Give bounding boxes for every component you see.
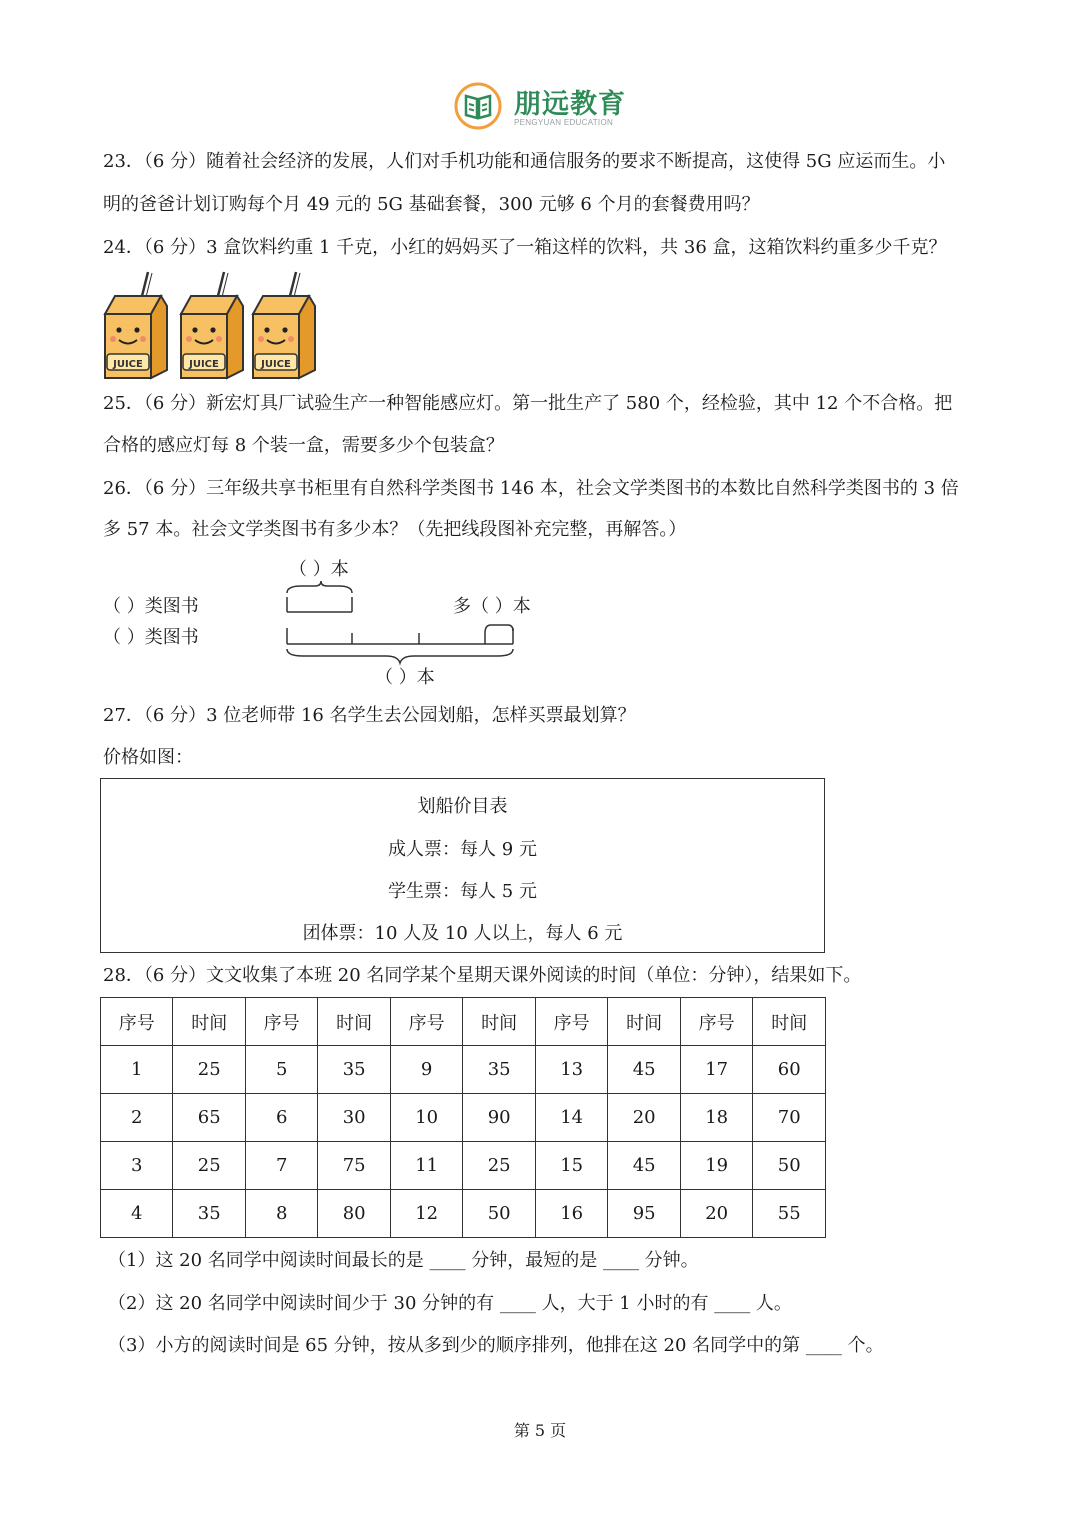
juice-boxes-illustration	[103, 270, 253, 382]
header-cell: 时间	[463, 998, 536, 1046]
table-cell: 35	[318, 1046, 391, 1094]
juice-box-icon	[251, 270, 327, 382]
table-cell: 7	[245, 1142, 317, 1190]
table-cell: 2	[101, 1094, 173, 1142]
line-segment-diagram	[103, 555, 553, 690]
segment-more-label: 多（ ）本	[453, 596, 531, 617]
table-row	[101, 1094, 826, 1142]
page-number: 第 5 页	[513, 1421, 567, 1440]
table-cell: 45	[608, 1046, 681, 1094]
table-cell: 15	[535, 1142, 608, 1190]
logo-name-cn: 朋远教育	[514, 89, 626, 120]
segment-lines	[103, 555, 553, 690]
q27-text-line1: 27．（6 分）3 位老师带 16 名学生去公园划船，怎样买票最划算？	[103, 705, 636, 726]
segment-bottom-label: （ ）本	[375, 667, 435, 688]
table-cell: 60	[753, 1046, 826, 1094]
table-cell: 35	[463, 1046, 536, 1094]
table-cell: 10	[390, 1094, 463, 1142]
q28-sub3: （3）小方的阅读时间是 65 分钟，按从多到少的顺序排列，他排在这 20 名同学中的第 ____ 个。	[108, 1335, 884, 1356]
table-cell: 90	[463, 1094, 536, 1142]
table-cell: 3	[101, 1142, 173, 1190]
logo-name-en: PENGYUAN EDUCATION	[514, 118, 614, 127]
header-cell: 序号	[245, 998, 317, 1046]
table-cell: 18	[680, 1094, 753, 1142]
table-cell: 35	[173, 1190, 246, 1238]
header-cell: 时间	[173, 998, 246, 1046]
table-cell: 20	[608, 1094, 681, 1142]
table-cell: 11	[390, 1142, 463, 1190]
juice-label-2: JUICE	[189, 359, 219, 370]
header-cell: 序号	[101, 998, 173, 1046]
table-cell: 20	[680, 1190, 753, 1238]
table-cell: 12	[390, 1190, 463, 1238]
table-cell: 6	[245, 1094, 317, 1142]
table-cell: 45	[608, 1142, 681, 1190]
q23-text-line1: 23．（6 分）随着社会经济的发展，人们对手机功能和通信服务的要求不断提高，这使得 5G 应运而生。小	[103, 151, 946, 172]
q25-text-line1: 25．（6 分）新宏灯具厂试验生产一种智能感应灯。第一批生产了 580 个，经检验，其中 12 个不合格。把	[103, 393, 953, 414]
price-row-adult: 成人票：每人 9 元	[388, 839, 537, 860]
table-row	[101, 1046, 826, 1094]
table-cell: 1	[101, 1046, 173, 1094]
header-cell: 时间	[318, 998, 391, 1046]
table-cell: 95	[608, 1190, 681, 1238]
q26-text-line1: 26．（6 分）三年级共享书柜里有自然科学类图书 146 本，社会文学类图书的本数比自然科学类图书的 3 倍	[103, 478, 959, 499]
segment-row1-label: （ ）类图书	[103, 596, 199, 617]
q25-text-line2: 合格的感应灯每 8 个装一盒，需要多少个包装盒？	[103, 435, 504, 456]
header-cell: 序号	[680, 998, 753, 1046]
header-cell: 序号	[390, 998, 463, 1046]
table-cell: 25	[173, 1142, 246, 1190]
table-cell: 80	[318, 1190, 391, 1238]
table-cell: 30	[318, 1094, 391, 1142]
table-cell: 4	[101, 1190, 173, 1238]
table-cell: 65	[173, 1094, 246, 1142]
table-cell: 9	[390, 1046, 463, 1094]
juice-label-1: JUICE	[113, 359, 143, 370]
q28-sub2: （2）这 20 名同学中阅读时间少于 30 分钟的有 ____ 人，大于 1 小时的有 ____ 人。	[108, 1293, 792, 1314]
segment-top-label: （ ）本	[289, 559, 349, 580]
table-cell: 55	[753, 1190, 826, 1238]
q28-sub1: （1）这 20 名同学中阅读时间最长的是 ____ 分钟，最短的是 ____ 分钟。	[108, 1250, 699, 1271]
reading-time-table	[100, 997, 826, 1238]
price-row-group: 团体票：10 人及 10 人以上，每人 6 元	[302, 923, 623, 944]
header-cell: 时间	[608, 998, 681, 1046]
table-cell: 5	[245, 1046, 317, 1094]
table-cell: 70	[753, 1094, 826, 1142]
table-cell: 50	[753, 1142, 826, 1190]
table-cell: 13	[535, 1046, 608, 1094]
table-cell: 50	[463, 1190, 536, 1238]
q23-text-line2: 明的爸爸计划订购每个月 49 元的 5G 基础套餐，300 元够 6 个月的套餐费用吗？	[103, 194, 760, 215]
table-cell: 75	[318, 1142, 391, 1190]
book-logo-icon	[452, 80, 508, 132]
juice-box-icon	[181, 272, 243, 378]
header-cell: 序号	[535, 998, 608, 1046]
table-header-row	[101, 998, 826, 1046]
price-row-student: 学生票：每人 5 元	[388, 881, 537, 902]
juice-label-3: JUICE	[261, 359, 291, 370]
segment-row2-label: （ ）类图书	[103, 627, 199, 648]
table-cell: 14	[535, 1094, 608, 1142]
price-table-title: 划船价目表	[417, 796, 508, 817]
header-cell: 时间	[753, 998, 826, 1046]
table-cell: 16	[535, 1190, 608, 1238]
q24-text-line1: 24．（6 分）3 盒饮料约重 1 千克，小红的妈妈买了一箱这样的饮料，共 36 盒，这箱饮料约重多少千克？	[103, 237, 947, 258]
q27-text-line2: 价格如图：	[103, 747, 193, 768]
table-cell: 8	[245, 1190, 317, 1238]
table-cell: 25	[173, 1046, 246, 1094]
table-cell: 19	[680, 1142, 753, 1190]
price-table-box	[100, 778, 825, 953]
table-row	[101, 1190, 826, 1238]
juice-box-icon	[105, 272, 167, 378]
q26-text-line2: 多 57 本。社会文学类图书有多少本？（先把线段图补充完整，再解答。）	[103, 519, 687, 540]
table-row	[101, 1142, 826, 1190]
table-cell: 25	[463, 1142, 536, 1190]
brand-logo	[452, 80, 642, 132]
table-cell: 17	[680, 1046, 753, 1094]
q28-text-line1: 28．（6 分）文文收集了本班 20 名同学某个星期天课外阅读的时间（单位：分钟），结果如下。	[103, 965, 862, 986]
